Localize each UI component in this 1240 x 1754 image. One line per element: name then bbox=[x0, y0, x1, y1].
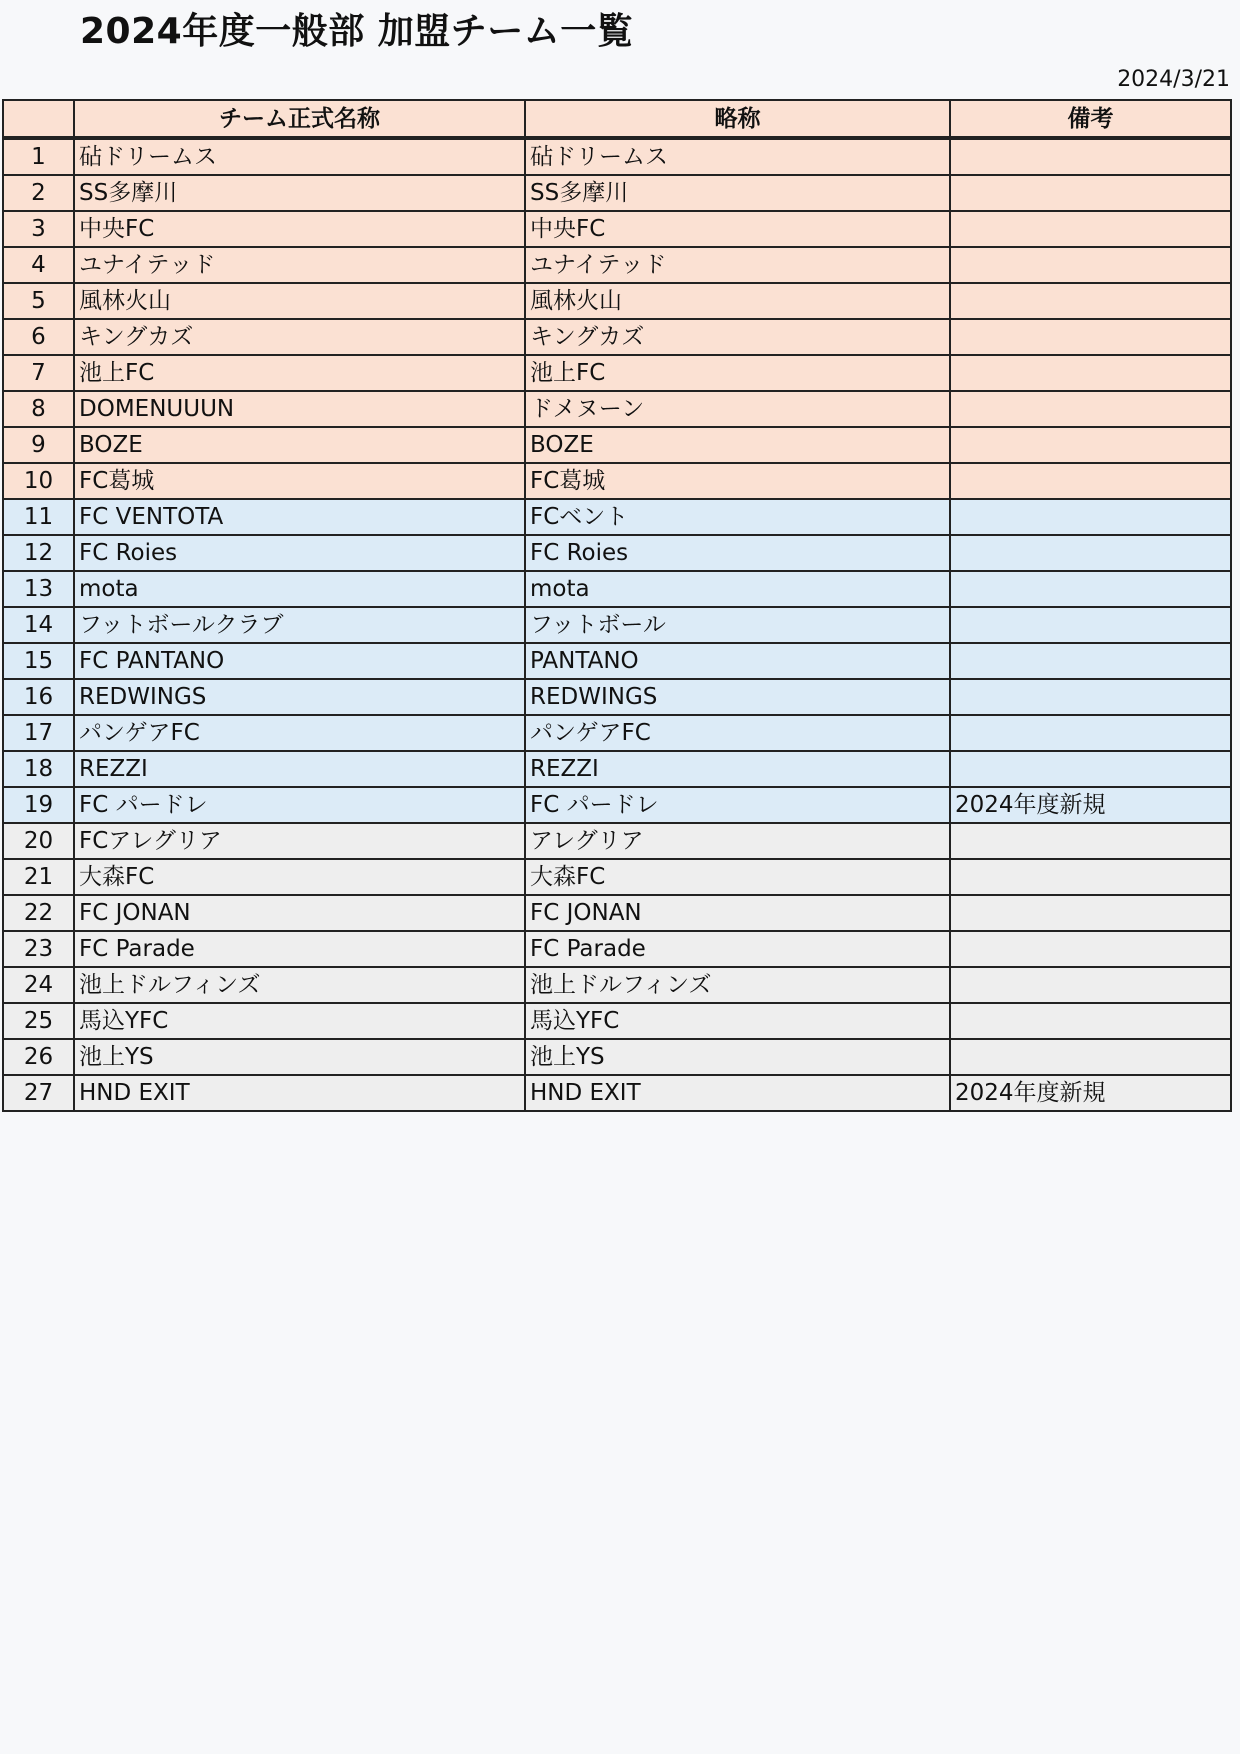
row-number-cell: 12 bbox=[3, 535, 74, 571]
table-row bbox=[3, 751, 1231, 787]
remarks-cell bbox=[950, 175, 1231, 211]
remarks-cell bbox=[950, 535, 1231, 571]
abbreviation-cell: SS多摩川 bbox=[525, 175, 950, 211]
table-row bbox=[3, 427, 1231, 463]
remarks-cell bbox=[950, 211, 1231, 247]
table-header bbox=[3, 100, 1231, 138]
row-number-cell: 3 bbox=[3, 211, 74, 247]
row-number-cell: 14 bbox=[3, 607, 74, 643]
row-number-cell: 19 bbox=[3, 787, 74, 823]
abbreviation-cell: キングカズ bbox=[525, 319, 950, 355]
abbreviation-cell: フットボール bbox=[525, 607, 950, 643]
row-number-cell: 18 bbox=[3, 751, 74, 787]
abbreviation-cell: ドメヌーン bbox=[525, 391, 950, 427]
abbreviation-cell: REDWINGS bbox=[525, 679, 950, 715]
column-header-number bbox=[3, 100, 74, 138]
row-number-cell: 10 bbox=[3, 463, 74, 499]
row-number-cell: 15 bbox=[3, 643, 74, 679]
abbreviation-cell: PANTANO bbox=[525, 643, 950, 679]
remarks-cell bbox=[950, 247, 1231, 283]
row-number-cell: 23 bbox=[3, 931, 74, 967]
remarks-cell bbox=[950, 859, 1231, 895]
row-number-cell: 17 bbox=[3, 715, 74, 751]
row-number-cell: 6 bbox=[3, 319, 74, 355]
remarks-cell bbox=[950, 1039, 1231, 1075]
row-number-cell: 22 bbox=[3, 895, 74, 931]
official-name-cell: 池上YS bbox=[74, 1039, 525, 1075]
column-header-remarks: 備考 bbox=[950, 100, 1231, 138]
table-header-row bbox=[3, 100, 1231, 138]
table-row bbox=[3, 138, 1231, 175]
abbreviation-cell: 池上ドルフィンズ bbox=[525, 967, 950, 1003]
official-name-cell: 中央FC bbox=[74, 211, 525, 247]
row-number-cell: 4 bbox=[3, 247, 74, 283]
official-name-cell: FCアレグリア bbox=[74, 823, 525, 859]
official-name-cell: FC PANTANO bbox=[74, 643, 525, 679]
official-name-cell: REZZI bbox=[74, 751, 525, 787]
table-row bbox=[3, 679, 1231, 715]
abbreviation-cell: mota bbox=[525, 571, 950, 607]
row-number-cell: 21 bbox=[3, 859, 74, 895]
abbreviation-cell: 池上FC bbox=[525, 355, 950, 391]
remarks-cell bbox=[950, 823, 1231, 859]
official-name-cell: キングカズ bbox=[74, 319, 525, 355]
row-number-cell: 11 bbox=[3, 499, 74, 535]
remarks-cell bbox=[950, 715, 1231, 751]
remarks-cell bbox=[950, 355, 1231, 391]
official-name-cell: REDWINGS bbox=[74, 679, 525, 715]
remarks-cell bbox=[950, 895, 1231, 931]
abbreviation-cell: アレグリア bbox=[525, 823, 950, 859]
row-number-cell: 7 bbox=[3, 355, 74, 391]
row-number-cell: 9 bbox=[3, 427, 74, 463]
official-name-cell: mota bbox=[74, 571, 525, 607]
row-number-cell: 5 bbox=[3, 283, 74, 319]
official-name-cell: ユナイテッド bbox=[74, 247, 525, 283]
remarks-cell bbox=[950, 571, 1231, 607]
row-number-cell: 8 bbox=[3, 391, 74, 427]
row-number-cell: 26 bbox=[3, 1039, 74, 1075]
table-row bbox=[3, 895, 1231, 931]
official-name-cell: 池上FC bbox=[74, 355, 525, 391]
row-number-cell: 20 bbox=[3, 823, 74, 859]
official-name-cell: 馬込YFC bbox=[74, 1003, 525, 1039]
table-row bbox=[3, 319, 1231, 355]
remarks-cell bbox=[950, 931, 1231, 967]
remarks-cell: 2024年度新規 bbox=[950, 1075, 1231, 1111]
official-name-cell: 砧ドリームス bbox=[74, 138, 525, 175]
official-name-cell: FC VENTOTA bbox=[74, 499, 525, 535]
table-row bbox=[3, 499, 1231, 535]
abbreviation-cell: パンゲアFC bbox=[525, 715, 950, 751]
abbreviation-cell: HND EXIT bbox=[525, 1075, 950, 1111]
abbreviation-cell: 池上YS bbox=[525, 1039, 950, 1075]
remarks-cell bbox=[950, 679, 1231, 715]
official-name-cell: フットボールクラブ bbox=[74, 607, 525, 643]
table-row bbox=[3, 1075, 1231, 1111]
abbreviation-cell: 馬込YFC bbox=[525, 1003, 950, 1039]
row-number-cell: 1 bbox=[3, 138, 74, 175]
abbreviation-cell: FC パードレ bbox=[525, 787, 950, 823]
official-name-cell: FC葛城 bbox=[74, 463, 525, 499]
remarks-cell bbox=[950, 751, 1231, 787]
official-name-cell: SS多摩川 bbox=[74, 175, 525, 211]
official-name-cell: DOMENUUUN bbox=[74, 391, 525, 427]
abbreviation-cell: BOZE bbox=[525, 427, 950, 463]
abbreviation-cell: 大森FC bbox=[525, 859, 950, 895]
official-name-cell: BOZE bbox=[74, 427, 525, 463]
table-row bbox=[3, 715, 1231, 751]
remarks-cell bbox=[950, 283, 1231, 319]
abbreviation-cell: FC JONAN bbox=[525, 895, 950, 931]
page-title: 2024年度一般部 加盟チーム一覧 bbox=[80, 11, 634, 52]
row-number-cell: 2 bbox=[3, 175, 74, 211]
table-row bbox=[3, 463, 1231, 499]
table-row bbox=[3, 859, 1231, 895]
table-row bbox=[3, 1003, 1231, 1039]
official-name-cell: FC Parade bbox=[74, 931, 525, 967]
abbreviation-cell: FC Parade bbox=[525, 931, 950, 967]
table-body bbox=[3, 138, 1231, 1111]
official-name-cell: 池上ドルフィンズ bbox=[74, 967, 525, 1003]
abbreviation-cell: FCベント bbox=[525, 499, 950, 535]
official-name-cell: FC パードレ bbox=[74, 787, 525, 823]
remarks-cell bbox=[950, 319, 1231, 355]
table-row bbox=[3, 823, 1231, 859]
abbreviation-cell: FC葛城 bbox=[525, 463, 950, 499]
table-row bbox=[3, 391, 1231, 427]
table-row bbox=[3, 283, 1231, 319]
row-number-cell: 24 bbox=[3, 967, 74, 1003]
remarks-cell bbox=[950, 499, 1231, 535]
row-number-cell: 27 bbox=[3, 1075, 74, 1111]
table-row bbox=[3, 931, 1231, 967]
table-row bbox=[3, 607, 1231, 643]
remarks-cell bbox=[950, 643, 1231, 679]
row-number-cell: 16 bbox=[3, 679, 74, 715]
column-header-abbreviation: 略称 bbox=[525, 100, 950, 138]
remarks-cell: 2024年度新規 bbox=[950, 787, 1231, 823]
table-row bbox=[3, 535, 1231, 571]
remarks-cell bbox=[950, 427, 1231, 463]
table-row bbox=[3, 247, 1231, 283]
abbreviation-cell: FC Roies bbox=[525, 535, 950, 571]
table-row bbox=[3, 355, 1231, 391]
remarks-cell bbox=[950, 1003, 1231, 1039]
abbreviation-cell: ユナイテッド bbox=[525, 247, 950, 283]
remarks-cell bbox=[950, 463, 1231, 499]
table-row bbox=[3, 571, 1231, 607]
official-name-cell: FC JONAN bbox=[74, 895, 525, 931]
document-date: 2024/3/21 bbox=[1117, 67, 1230, 92]
table-row bbox=[3, 211, 1231, 247]
table-row bbox=[3, 175, 1231, 211]
table-row bbox=[3, 787, 1231, 823]
column-header-official-name: チーム正式名称 bbox=[74, 100, 525, 138]
abbreviation-cell: 風林火山 bbox=[525, 283, 950, 319]
remarks-cell bbox=[950, 138, 1231, 175]
official-name-cell: 風林火山 bbox=[74, 283, 525, 319]
official-name-cell: HND EXIT bbox=[74, 1075, 525, 1111]
table-row bbox=[3, 643, 1231, 679]
remarks-cell bbox=[950, 967, 1231, 1003]
team-table bbox=[2, 99, 1232, 1112]
official-name-cell: パンゲアFC bbox=[74, 715, 525, 751]
abbreviation-cell: 砧ドリームス bbox=[525, 138, 950, 175]
abbreviation-cell: REZZI bbox=[525, 751, 950, 787]
row-number-cell: 25 bbox=[3, 1003, 74, 1039]
row-number-cell: 13 bbox=[3, 571, 74, 607]
official-name-cell: FC Roies bbox=[74, 535, 525, 571]
remarks-cell bbox=[950, 391, 1231, 427]
remarks-cell bbox=[950, 607, 1231, 643]
table-row bbox=[3, 1039, 1231, 1075]
table-row bbox=[3, 967, 1231, 1003]
official-name-cell: 大森FC bbox=[74, 859, 525, 895]
abbreviation-cell: 中央FC bbox=[525, 211, 950, 247]
